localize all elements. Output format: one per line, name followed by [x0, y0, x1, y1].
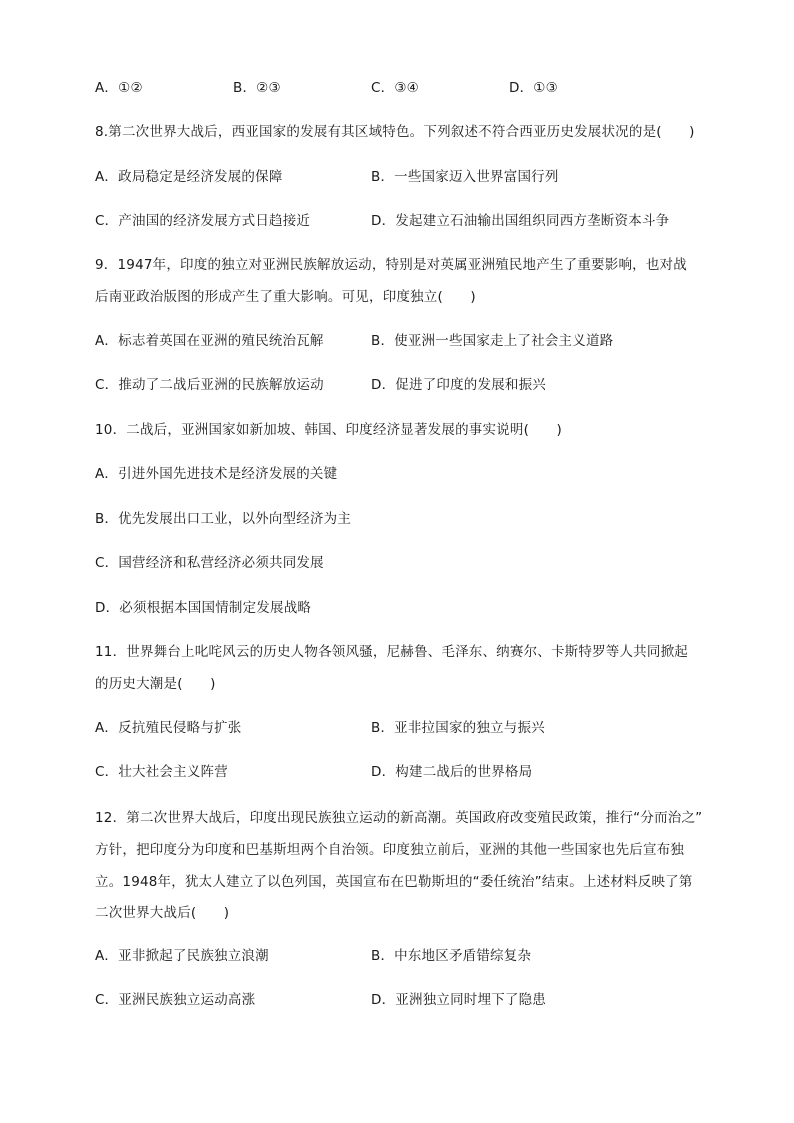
q9-stem-line-2: 后南亚政治版图的形成产生了重大影响。可见，印度独立( ) [95, 289, 476, 305]
q8-stem: 8.第二次世界大战后，西亚国家的发展有其区域特色。下列叙述不符合西亚历史发展状况的是( ) [95, 124, 695, 140]
q9-option-b: B．使亚洲一些国家走上了社会主义道路 [371, 333, 614, 349]
q8-option-b: B．一些国家迈入世界富国行列 [371, 169, 559, 185]
q9-option-c: C．推动了二战后亚洲的民族解放运动 [95, 377, 324, 393]
prev-option-a: A．①② [95, 80, 143, 96]
q12-option-a: A．亚非掀起了民族独立浪潮 [95, 948, 269, 964]
q12-stem-line-3: 立。1948年，犹太人建立了以色列国，英国宣布在巴勒斯坦的“委任统治”结束。上述材料反映了第 [95, 874, 693, 890]
q12-option-b: B．中东地区矛盾错综复杂 [371, 948, 532, 964]
q11-option-d: D．构建二战后的世界格局 [371, 764, 533, 780]
q12-stem-line-4: 二次世界大战后( ) [95, 905, 230, 921]
q11-stem-line-2: 的历史大潮是( ) [95, 676, 216, 692]
prev-option-b: B．②③ [233, 80, 281, 96]
q10-option-a: A．引进外国先进技术是经济发展的关键 [95, 466, 338, 482]
prev-option-c: C．③④ [371, 80, 419, 96]
q8-option-d: D．发起建立石油输出国组织同西方垄断资本斗争 [371, 213, 670, 229]
q10-stem: 10．二战后，亚洲国家如新加坡、韩国、印度经济显著发展的事实说明( ) [95, 422, 562, 438]
q11-option-a: A．反抗殖民侵略与扩张 [95, 720, 242, 736]
q9-option-d: D．促进了印度的发展和振兴 [371, 377, 546, 393]
q9-stem-line-1: 9．1947年，印度的独立对亚洲民族解放运动，特别是对英属亚洲殖民地产生了重要影响，也对战 [95, 257, 687, 273]
q10-option-c: C．国营经济和私营经济必须共同发展 [95, 555, 324, 571]
q10-option-d: D．必须根据本国国情制定发展战略 [95, 600, 312, 616]
q8-option-a: A．政局稳定是经济发展的保障 [95, 169, 283, 185]
q12-stem-line-1: 12．第二次世界大战后，印度出现民族独立运动的新高潮。英国政府改变殖民政策，推行“分而治之” [95, 810, 703, 826]
q12-option-d: D．亚洲独立同时埋下了隐患 [371, 992, 546, 1008]
q9-option-a: A．标志着英国在亚洲的殖民统治瓦解 [95, 333, 324, 349]
q8-option-c: C．产油国的经济发展方式日趋接近 [95, 213, 311, 229]
q10-option-b: B．优先发展出口工业，以外向型经济为主 [95, 511, 352, 527]
prev-option-d: D．①③ [509, 80, 558, 96]
q11-stem-line-1: 11．世界舞台上叱咤风云的历史人物各领风骚，尼赫鲁、毛泽东、纳赛尔、卡斯特罗等人共同掀起 [95, 644, 688, 660]
q12-stem-line-2: 方针，把印度分为印度和巴基斯坦两个自治领。印度独立前后，亚洲的其他一些国家也先后宣布独 [95, 842, 685, 858]
q12-option-c: C．亚洲民族独立运动高涨 [95, 992, 256, 1008]
q11-option-b: B．亚非拉国家的独立与振兴 [371, 720, 545, 736]
q11-option-c: C．壮大社会主义阵营 [95, 764, 228, 780]
